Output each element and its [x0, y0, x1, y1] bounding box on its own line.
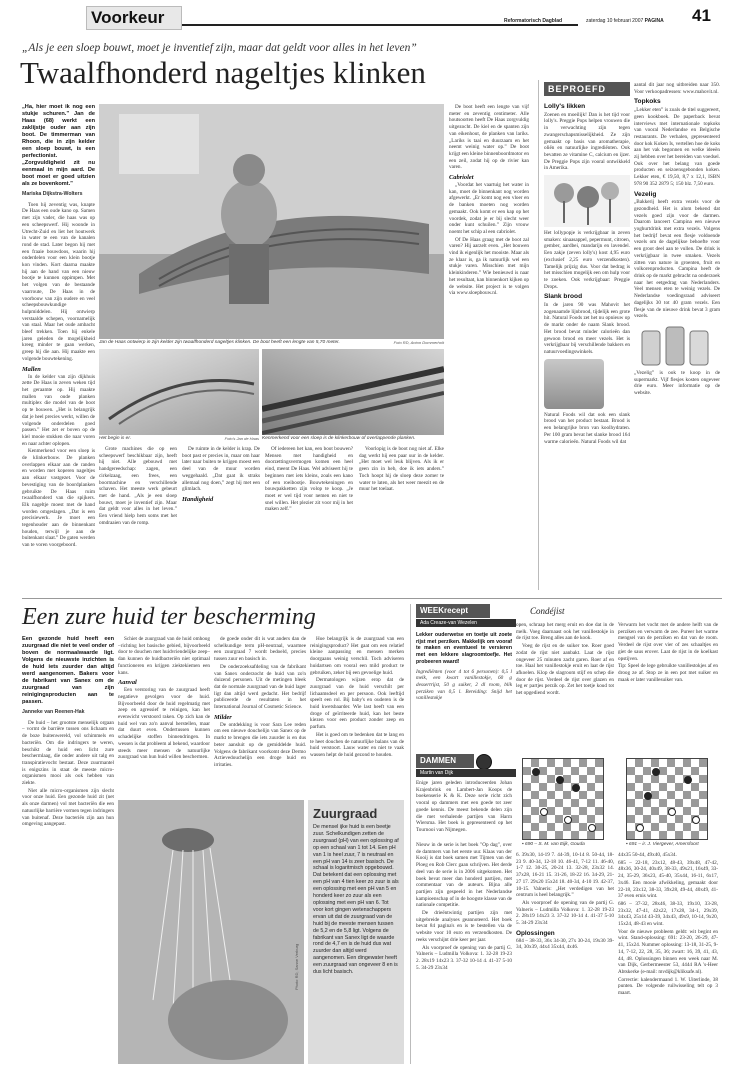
paragraph: Dermatologen wijzen erop dat de zuurgraad van de huid verschilt per lichaamsdeel en per persoon. Ook leeftijd speelt een rol. Bij baby's en ouderen is de huid kwetsbaarder. Wie last heeft van een droge of geïrriteerde huid, kan het beste kiezen voor een product zonder zeep en parfum.	[310, 677, 404, 731]
main-photo-caption	[99, 340, 444, 346]
article1-column-1	[22, 104, 95, 590]
dammen-column-2	[516, 754, 614, 840]
shower-photo	[118, 800, 304, 1064]
black-piece	[572, 784, 580, 792]
article-kicker: „Als je een sloep bouwt, moet je inventief zijn, maar dat geldt voor alles in het leven”	[22, 42, 417, 54]
paragraph: De ruimte in de kelder is krap. De boot past er precies in, maar om haar later naar buiten te krijgen moest een deel van de muur worden weggehaald. „Dat gaat ik straks allemaal nog doen,” zegt hij met een glimlach.	[182, 446, 260, 493]
paragraph: Het is goed om te bedenken dat te lang en te heet douchen de natuurlijke balans van de huid verstoort. Lauw water en niet te vaak wassen helpt de huid gezond te houden.	[310, 731, 404, 758]
paragraph: In de jaren 90 was Mahovit het zogenaamde lijnbrood, tijdelijk een grote hit. Natural Foods zet het nu opnieuw op de markt onder de naam Slank brood. Het brood bevat minder calorieën dan gewoon brood en meer vezels. Het is verkrijgbaar bij verschillende bakkers en natuurvoedingswinkels.	[544, 302, 630, 355]
article1-column-6	[449, 104, 529, 590]
page-header	[86, 6, 734, 32]
article2-byline: Janneke van Reenen-Hak	[22, 709, 85, 715]
white-piece	[668, 808, 676, 816]
dammen-column-3b	[618, 852, 718, 1062]
paragraph: Voor de nieuwe probleem geldt: wit begint en wint. Stand-oplossing: 691: 23-20, 26-29, 47-41, 15x24. Nummer oplossing: 13-18, 31-25, 9-14, 7-12, 22, 28, 35, 36; zwart: 16, 39, 41, 43, 44, 48. Oplossingen binnen een week naar M. van Dijk, Gerbermeester 53, 4444 RA 's-Heer Abtskerke (e-mail: mvdijk@kliksafe.nl).	[618, 928, 718, 975]
zuurgraad-box	[308, 800, 404, 1064]
paragraph: Het lollypopje is verkrijgbaar in zeven smaken: sinaasappel, pepermunt, citroen, gember, aardbei, mandarijn en lavendel. Een zakje (zeven lolly's) kost 4,95 euro (exclusief 2,25 euro verzendkosten). Tamelijk prijzig dus. Voor dat bedrag is het misschien mogelijk een om hulp voor te zoeken. Ook verkrijgbaar: Preggie Drops.	[544, 230, 630, 290]
weekrecept-ingredients: Ingrediënten (voor 4 tot 6 personen): 0,5 l melk, een kwart vanillestokje, 60 g dessertrijst, 50 g suiker, 2 dl room, blik perziken van 0,5 l. Bereiding: Snijd het vanillestokje	[416, 668, 512, 702]
tip-paragraph: Tip: Speel de lege gebruikte vanillestokjes af en droog ze af. Stop ze in een pot met suiker en maak er later vanillesuiker van.	[618, 663, 718, 683]
subheading: Cabriolet	[449, 174, 474, 182]
subheading: Aanval	[118, 679, 137, 687]
paragraph: aantal dit jaar nog uitbreiden naar 350. Voor verkoopadressen: www.mahovit.nl.	[634, 82, 720, 95]
zuurgraad-text: De mensel ijke huid is een beetje zuur. Schelkundigen zetten de zuurgraad (pH) van een oplossing af op een schaal van 1 tot 14. Een pH van 1 is heel zuur, 7 is neutraal en een pH van 14 is zeer basisch. De schaal is logaritmisch opgebouwd. Dat betekent dat een oplossing met een pH van 4 tien keer zo zuur is als een oplossing met een pH van 5 en honderd keer zo zuur als een oplossing met een pH van 6. Tot voor kort gingen wetenschappers ervan uit dat de zuurgraad van de huid bij de meeste mensen tussen de 5,2 en de 5,8 ligt. Volgens de fabrikant van Sanex ligt de waarde rond de 4,7 en is de huid dus wat zuurder dan altijd werd aangenomen. Een dingewater heeft een zuurgraad van ongeveer 8 en is dus licht basisch.	[313, 824, 399, 976]
header-date	[586, 18, 664, 24]
article1-lead: „Ha, hier moet ik nog een stukje schuren.” Jan de Haas (68) werkt een zaklijstje ouder aan zijn boot. De timmerman van Rhoon, die in zijn kelder een sloep bouwt, is een perfectionist. „Zorgvuldigheid zit nu eenmaal in mijn aard. De boot moet er goed uitzien als ze bovenkomt.”	[22, 104, 95, 187]
boat-illustration	[99, 104, 444, 339]
paragraph: Of De Haas graag met de boot zal varen? Hij aarzelt even. „Het bouwen vind ik eigenlijk het mooiste. Maar als ze klaar is, ga ik natuurlijk wel een stukje varen. Misschien met mijn kleinkinderen.” Wie benieuwd is naar het resultaat, kan binnenkort kijken op de website. Het project is te volgen via www.sloepbouw.nl.	[449, 236, 529, 297]
paragraph: 44x35 50-44, 49x40, 45x34.	[618, 852, 677, 858]
white-piece	[564, 816, 572, 824]
beproefd-column-2	[634, 82, 720, 590]
weekrecept-column-3	[618, 622, 718, 748]
paragraph: „Vezelig” is ook te koop in de supermarkt. Vijf flesjes kosten ongeveer drie euro. Meer informatie op de website.	[634, 369, 720, 397]
board-2-caption: ▪ 691 – ir. J. Viergever, Amersfoort	[626, 842, 699, 847]
black-piece	[556, 776, 564, 784]
beproefd-banner: BEPROEFD	[544, 82, 630, 96]
page-word: PAGINA	[644, 18, 664, 24]
paragraph: Zoenen en moeilijk! Dan is het tijd voor lolly's. Preggie Pops helpen vrouwen die in verwachting zijn tegen zwangerschapsmisselijkheid. Ze zijn gemaakt op basis van aromatherapie, oliën en natuurlijke ingrediënten. Ook bevatten ze vitamine C, calcium en ijzer. De Preggie Pops zijn vooral ontwikkeld in Amerika.	[544, 111, 630, 172]
date-text: zaterdag 10 februari 2007	[586, 18, 644, 24]
paragraph: De drieëntwintig partijen zijn met uitgebreide analyses geannoteerd. Het boek bevat 84 pagina's en is te bestellen via de website voor 10 euro en verzendkosten. De reeks verschijnt drie keer per jaar.	[416, 910, 512, 943]
paragraph: Voeg de rijst en de suiker toe. Roer goed zodat de rijst niet aanbakt. Laat de rijst ongeveer 25 minuten zacht garen. Roer af en toe. Haal het vanillestokje eruit en laat de rijst afkoelen. Klop de slagroom stijf en schep die door de rijst. Verdeel de rijst over glazen en leg er partjes perzik op. Zet het toetje koud tot het opgediend wordt.	[516, 643, 614, 697]
paragraph: 686 – 37-32, 28x46, 38-33, 19x10, 33-28, 23x32, 47-41, 42x22, 17x28, 34-1, 29x39, 34x43, 25x14 43-39, 34x43, 49x9, 10-14, 9x20, 15x24, 48-43 en wint.	[618, 900, 718, 928]
dammen-column-3	[618, 754, 718, 840]
paragraph: Nieuw in de serie is het boek "Op dag", over de dammers van het eerste uur. Klaas van der Kooij is dat boek samen met Tijmen van der Ploeg en Rob Clerc gaan schrijven. Het derde deel van de serie is in 2006 uitgekomen. Het boek bevat meer dan honderd partijen, met commentaar van de auteurs. Bijna alle partijen zijn gespeeld in het Nederlandse kampioenschap of in de hoogste klasse van de nationale competitie.	[416, 842, 512, 909]
photo-credit: Foto RD, Anton Dommerholt	[393, 340, 444, 345]
weekrecept-column-1	[416, 632, 512, 748]
black-piece	[652, 768, 660, 776]
article2-column-3	[214, 636, 306, 796]
weekrecept-author: Ada Creaze-van Wezelen	[416, 619, 516, 627]
paragraph: de goede onder dit is wat anders dan de schelkundige term pH-neutraal, waarmee een zuurgraad 7 wordt bedoeld, precies tussen zuur en basisch in.	[214, 636, 306, 663]
paragraph: Verwarm het vocht met de andere helft van de perziken en verwarm de zee. Pureer het warme mengsel van de perziken en dat van de room. Verdeel de rijst over vier of zes schaaltjes en giet de saus erover. Laat de rijst in de koelkast opstijven.	[618, 622, 718, 662]
header-rule	[182, 24, 578, 26]
article2-lead: Een gezonde huid heeft een zuurgraad die niet te veel onder of boven de normaalwaarde ligt. Volgens de nieuwste inzichten is de huid iets zuurder dan altijd werd aangenomen. Bakers voor de fabrikant van Sanex om de zuurgraad van zijn reinigingsproducten aan te passen.	[22, 636, 114, 705]
white-piece	[540, 808, 548, 816]
black-piece	[644, 792, 652, 800]
small-photo-2	[262, 349, 444, 435]
dammen-column-1b	[416, 842, 512, 1062]
white-piece	[588, 824, 596, 832]
black-piece	[684, 776, 692, 784]
article1-column-4	[265, 446, 353, 590]
small-photo-1	[99, 349, 259, 435]
paragraph: „Lekker eten” is zoals de titel suggereert, geen kookboek. De paperback bevat interviews met internationale topkoks van vooral Nederlandse en Belgische restaurants. De verhalen, gepresenteerd door kok Koken Is, vertellen hoe de koks aan het vak begonnen en welke ideeën zij hebben over het bereiden van voedsel. Ook over het belang van goede producten en seizoensgebonden koken. Lekker eten, € 19,50, 8,7 x 12,1, ISBN 978 90 352 2879 5; 150 blz. 7,50 euro.	[634, 107, 720, 187]
paragraph: Een verstoring van de zuurgraad heeft negatieve gevolgen voor de huid. Bijvoorbeeld door de huid regelmatig met zeep en agressief te reinigen, kan het evenwicht verstoord raken. Op zich kan de huid wel van zo'n aanval herstellen, maar dat duurt even. Ondertussen kunnen schadelijke stoffen binnendringen. In wessen is dat probleem al bekend, waardoor steeds meer mensen de natuurlijke zuurgraad van hun huid willen beschermen.	[118, 687, 210, 761]
article1-column-5	[359, 446, 444, 590]
white-piece	[692, 816, 700, 824]
item-title: Vezelig	[634, 190, 657, 198]
subheading: Mallen	[22, 365, 41, 373]
item-title: Lolly's likken	[544, 103, 586, 110]
paragraph: De ontdekking is voor Sara Lee reden om een nieuwe douchelijn van Sanex op de markt te brengen die iets zuurder is en dus beter aansluit op de gemiddelde huid. Volgens de fabrikant voorkomt deze Dermo Actievedouchelijn een droge huid en irritaties.	[214, 721, 306, 768]
photo-credit: Foto's Jan de Haas	[224, 436, 259, 441]
subheading: Handigheid	[182, 495, 214, 503]
subheading: Milder	[214, 713, 232, 721]
paragraph: Als voorproef de opening van de partij G. Valneris – Ludmilla Volkova: 1. 32-28 19-23 2. 28x19 14x23 3. 37-32 10-14 4. 41-37 5-10 5. 34-29 23x34	[516, 899, 614, 927]
caption-text: Het begin is er.	[99, 436, 132, 441]
paragraph: Natural Foods wil dat ook een slank brood van het product bestaat. Brood is een belangrijke bron van koolhydraten. Per 100 gram bevat het slanke brood 164 warme calorieën. Natural Foods wil dat	[544, 411, 630, 445]
article2-column-4	[310, 636, 404, 796]
paragraph: 684 – 38-33, 36x 34-30, 27x 30-24, 19x30 39-34, 30x39, 44x4 35x44, 4x46.	[516, 937, 614, 951]
draughts-board-1	[522, 758, 604, 840]
article1-byline: Mariska Dijkstra-Wolters	[22, 191, 83, 197]
paragraph: Kenmerkend voor een sloep is de klinkerbouw. De planken overlappen elkaar aan de randen en worden met koperen nageltjes aan elkaar vastgezet. Voor de bevestiging van de boordplanken gebruikte De Haas ruim twaalfhonderd van die spijkers. Elk nageltje moest met de hand worden omgeslagen. „Dat is een precisiewerk. Je moet een tegenhouder aan de binnenkant houden, terwijl je aan de buitenkant slaat.” De gaten werden van te voren voorgeboord.	[22, 448, 95, 549]
paragraph: In de kelder van zijn dijkhuis zette De Haas in zeven weken tijd het geraamte op. Hij maakte mallen van oude planken multiplex die model van de boot op te bouwen. „Het is belangrijk dat je heel precies werkt, willen de volgende onderdelen goed passen.” Het zet er boven op de kiel mooie stukken die naar voren en naar achter oplopen.	[22, 373, 95, 447]
paragraph: Als voorproef de opening van de partij G. Valneris – Ludmilla Volkova: 1. 32-28 19-23 2. 28x19 14x23 3. 37-32 10-14 4. 41-37 5-10 5. 34-29 23x34	[416, 944, 512, 971]
paragraph: 6. 39x30, 14-19 7. 44-39, 10-14 8. 50-44, 18-23 9. 40-34, 12-18 10. 46-41, 7-12 11. 46-40, 1-7 12. 30-25, 20-24 13. 32-28, 23x32 14. 37x28, 16-21 15. 31-26, 18-22 16. 34-29, 21-27 17. 29x20 15x24 18. 40-34, 4-10 19. 42-37, 10-15. Valneris: „Het verdedigen van het centrum is heel belangrijk.”	[516, 852, 614, 899]
weekrecept-column-2	[516, 622, 614, 748]
paragraph: Enige jaren geleden introduceerden Johan Krajenbrink en Lambert-Jan Koops de boekenserie K & K. Deze serie richt zich vooral op dammers met een goede tot zeer goede kennis. De meest bekende delen zijn die met verhalende partijen van Harm Wiersma. Het boek is gepresenteerd op het Tournooi van Nijmegen.	[416, 780, 512, 833]
item-title: Topkoks	[634, 98, 661, 106]
paragraph: Schiet de zuurgraad van de huid omhoog –richting het basische gebied, bijvoorbeeld door te douchen met huidvriendelijke zeep– dan kunnen de huidbacteriën niet optimaal functioneren en krijgen ziektekiemen een kans.	[118, 636, 210, 676]
paragraph: Hoe belangrijk is de zuurgraad van een reinigingsproduct? Het gaat om een relatief kleine aanpassing en mensen merken doorgaans weinig verschil. Toch adviseren huidartsen om vooral een mild product te gebruiken, zeker bij een gevoelige huid.	[310, 636, 404, 676]
article2-column-1	[22, 636, 114, 1056]
paragraph: Grote machines die op een scheepswerf beschikbaar zijn, heeft hij niet. Alle gebouwd met handgereedschap: zagen, een cirkelzaag, een frees, een boormachine en verschillende schaven. Het meeste werk gebeurt met de hand. „Als je een sloep bouwt, moet je inventief zijn. Maar dat geldt voor alles in het leven.” Een vriend hielp hem soms met het omdraaien van de romp.	[99, 446, 177, 526]
dammen-column-2b	[516, 852, 614, 1062]
bread-photo	[544, 359, 604, 409]
subheading: Oplossingen	[516, 929, 555, 937]
black-piece	[532, 768, 540, 776]
board-1-caption: ▪ 690 – S. M. van Eijk, Gouda	[522, 842, 585, 847]
section-title: Voorkeur	[86, 6, 182, 30]
paragraph: De onderzoeksafdeling van de fabrikant van Sanex onderzocht de huid van zo'n duizend personen. Uit de metingen bleek dat de normale zuurgraad van de huid lager ligt dan altijd werd gedacht. Het bedrijf publiceerde de resultaten in het International Journal of Cosmetic Science.	[214, 663, 306, 711]
paragraph: open, schraap het merg eruit en doe dat in de melk. Voeg daarnaast ook het vanillestokje in de rijst toe. Breng alles aan de kook.	[516, 622, 614, 642]
dammen-banner	[416, 754, 474, 768]
article2-column-2	[118, 636, 210, 796]
beproefd-column-1	[544, 100, 630, 590]
dammen-logo-icon	[476, 754, 492, 770]
paragraph: Correctie: kalendermaand 1. W. Uiterlinde, 38 punten. De volgende ruilwisseling telt op 3 maart.	[618, 976, 718, 997]
article-headline: Twaalfhonderd nageltjes klinken	[20, 55, 426, 90]
dammen-label: DAMMEN	[420, 756, 456, 765]
weekrecept-title: Condéjist	[530, 606, 565, 616]
article1-column-2	[99, 446, 177, 590]
small-photo-1-caption	[99, 436, 259, 442]
paragraph: 685 – 22-18, 23x12, 48-43, 39x48, 47-42, 48x36, 30-24, 40x49, 38-33, 49x21, 16x49, 33-24, 35-29, 36x23, 45-40, 35x44, 16-11, 6x17, 3x46. Een mooie afwikkeling, gemaakt door 22-18, 23x12, 38-33, 39x28, 49-44, 40x49, 41-37 even ernis wint.	[618, 859, 718, 900]
small-photo-2-caption: Kenmerkend voor een sloep is de klinkerbouw of overlappende planken.	[262, 436, 416, 441]
paragraph: Of iedereen het kan, een boot bouwen? Mensen met handigheid en doorzettingsvermogen komen een heel eind, meent De Haas. Wel adviseert hij te beginnen met iets kleins, zoals een kano of een roeibootje. Bouwtekeningen en bouwpakketten zijn volop te koop. „Je moet er wel tijd voor nemen en niet te snel willen. Het plezier zit voor mij in het maken zelf.”	[265, 446, 353, 513]
article2-headline: Een zure huid ter bescherming	[22, 604, 316, 630]
lollipop-photo	[544, 175, 630, 227]
weekrecept-lead: Lekker ouderwetse en toetje uit zoete rijst met perziken. Makkelijk om vooraf te maken en eventueel te versieren met een lekkere slagroomtoefje. Het probeeren waard!	[416, 632, 512, 665]
dammen-author: Martin van Dijk	[416, 769, 516, 777]
zuurgraad-title: Zuurgraad	[313, 806, 378, 821]
paragraph: Toen hij zeventig was, knapte De Haas een oude kano op. Samen met zijn vader, die haas was op een scheepswerf. Hij woonde in Utrecht-Zuid en liet het houtwerk in water te een van de kanalen rond de stad. Later begon hij met een fraaie bouwdoos, waarin hij onderdelen voor een klein bootje kon vinden. Kort daarna maakte hij aan de hand van een nieuw bootje te kunnen oppimpen. Met het volgen van de bestaande vaarroute, De Haas in de voorbouw van zijn oudere en veel scheepsbouwkundige hulpmiddelen. Hij ontwierp verstaalde schepen, voornamelijk van staal. Maar het oude ambacht bleef trekken. Toen hij enkele jaren geleden de mogelijkheid kreeg minder te gaan werken, greep hij die aan. Hij maakte een volgende bouwtekening.	[22, 201, 95, 362]
article1-column-3	[182, 446, 260, 590]
item-title: Slank brood	[544, 293, 583, 301]
drink-bottles-photo	[634, 323, 720, 367]
shower-photo-credit: Photo RD, Sanne Verburg	[294, 943, 299, 990]
paragraph: „Bakkerij heeft extra vezels voor de gezondheid. Het is alom bekend dat vezels goed zijn voor de darmen. Daarom lanceert Campina een nieuwe yoghurtdrink met extra vezels. Volgens het bedrijf bevat een flesje voldoende vezels om de dagelijkse behoefte voor een groot deel aan te vullen. De drink is verkrijgbaar in twee smaken. Vezels zitten van nature in groenten, fruit en volkorenproducten. Campina heeft de drink op de markt gebracht na onderzoek naar het eetgedrag van Nederlanders. Veel mensen eten te weinig vezels. De Nederlandse voedingsraad adviseert dagelijks 30 tot 40 gram vezels. Een flesje van de nieuwe drink bevat 3 gram vezels.	[634, 199, 720, 320]
main-photo	[99, 104, 444, 339]
weekrecept-banner	[416, 604, 490, 618]
paper-name: Reformatorisch Dagblad	[504, 18, 563, 24]
caption-text: 690 – S. M. van Eijk, Gouda	[525, 842, 585, 847]
column-divider	[538, 80, 539, 590]
dammen-column-1	[416, 780, 512, 840]
column-divider	[410, 604, 411, 1064]
paragraph: Voorlopig is de boot nog niet af. Elke dag werkt hij een paar uur in de kelder. „Het moet wel leuk blijven. Als ik er geen zin in heb, doe ik iets anders.” Toch hoopt hij de sloep deze zomer te water te laten, als het weer meezit en de muur het toelaat.	[359, 446, 444, 493]
caption-text: 691 – ir. J. Viergever, Amersfoort	[629, 842, 699, 847]
paragraph: „Voordat het vaartuig het water in kan, moet de binnenkant nog worden afgewerkt. „Er komt nog een vloer en de banken moeten nog worden gemaakt. Ook komt er een kap op het voordek, zodat je er bij slecht weer onder kunt schuilen.” Zijn vrouw noemt het schip al een cabriolet.	[449, 182, 529, 235]
paragraph: De boot heeft een lengte van vijf meter en zeventig centimeter. Alle houtsoorten heeft De Haas zorgvuldig uitgezocht. De kiel en de spanten zijn van eikenhout, de planken van lariks. „Lariks is taai en duurzaam en het neemt weinig water op.” De boot krijgt een kleine binnenboordmotor en een zeil, zodat hij op de rivier kan varen.	[449, 104, 529, 171]
section-divider	[22, 598, 722, 599]
page-number: 41	[692, 6, 711, 25]
paragraph: De huid – het grootste menselijk orgaan – vormt de barrière tussen ons lichaam en de boze buitenwereld, vol schimmels en bacteriën. Om die indringers te weren, beschikt de huid een licht zure beschermlaag, die onder andere uit talg en transpiratievocht bestaat. Deze zuurmantel is enigszins in staat de meeste micro-organismen mooi als ook hebben van ziekte.	[22, 719, 114, 787]
draughts-board-2	[626, 758, 708, 840]
weekrecept-label: WEEKrecept	[420, 606, 469, 615]
paragraph: Niet alle micro-organismen zijn slecht voor onze huid. Een gezonde huid zit (net als onze darmen) vol met bacteriën die een natuurlijke barrière vormen tegen indringers van buitenaf. Deze bacteriën zijn aan hun omgeving aangepast.	[22, 787, 114, 828]
white-piece	[636, 824, 644, 832]
caption-text: Jan de Haas ontwierp in zijn kelder zijn twaalfhonderd nageltjes klinken. De boot heeft een lengte van 5,70 meter.	[99, 340, 340, 345]
